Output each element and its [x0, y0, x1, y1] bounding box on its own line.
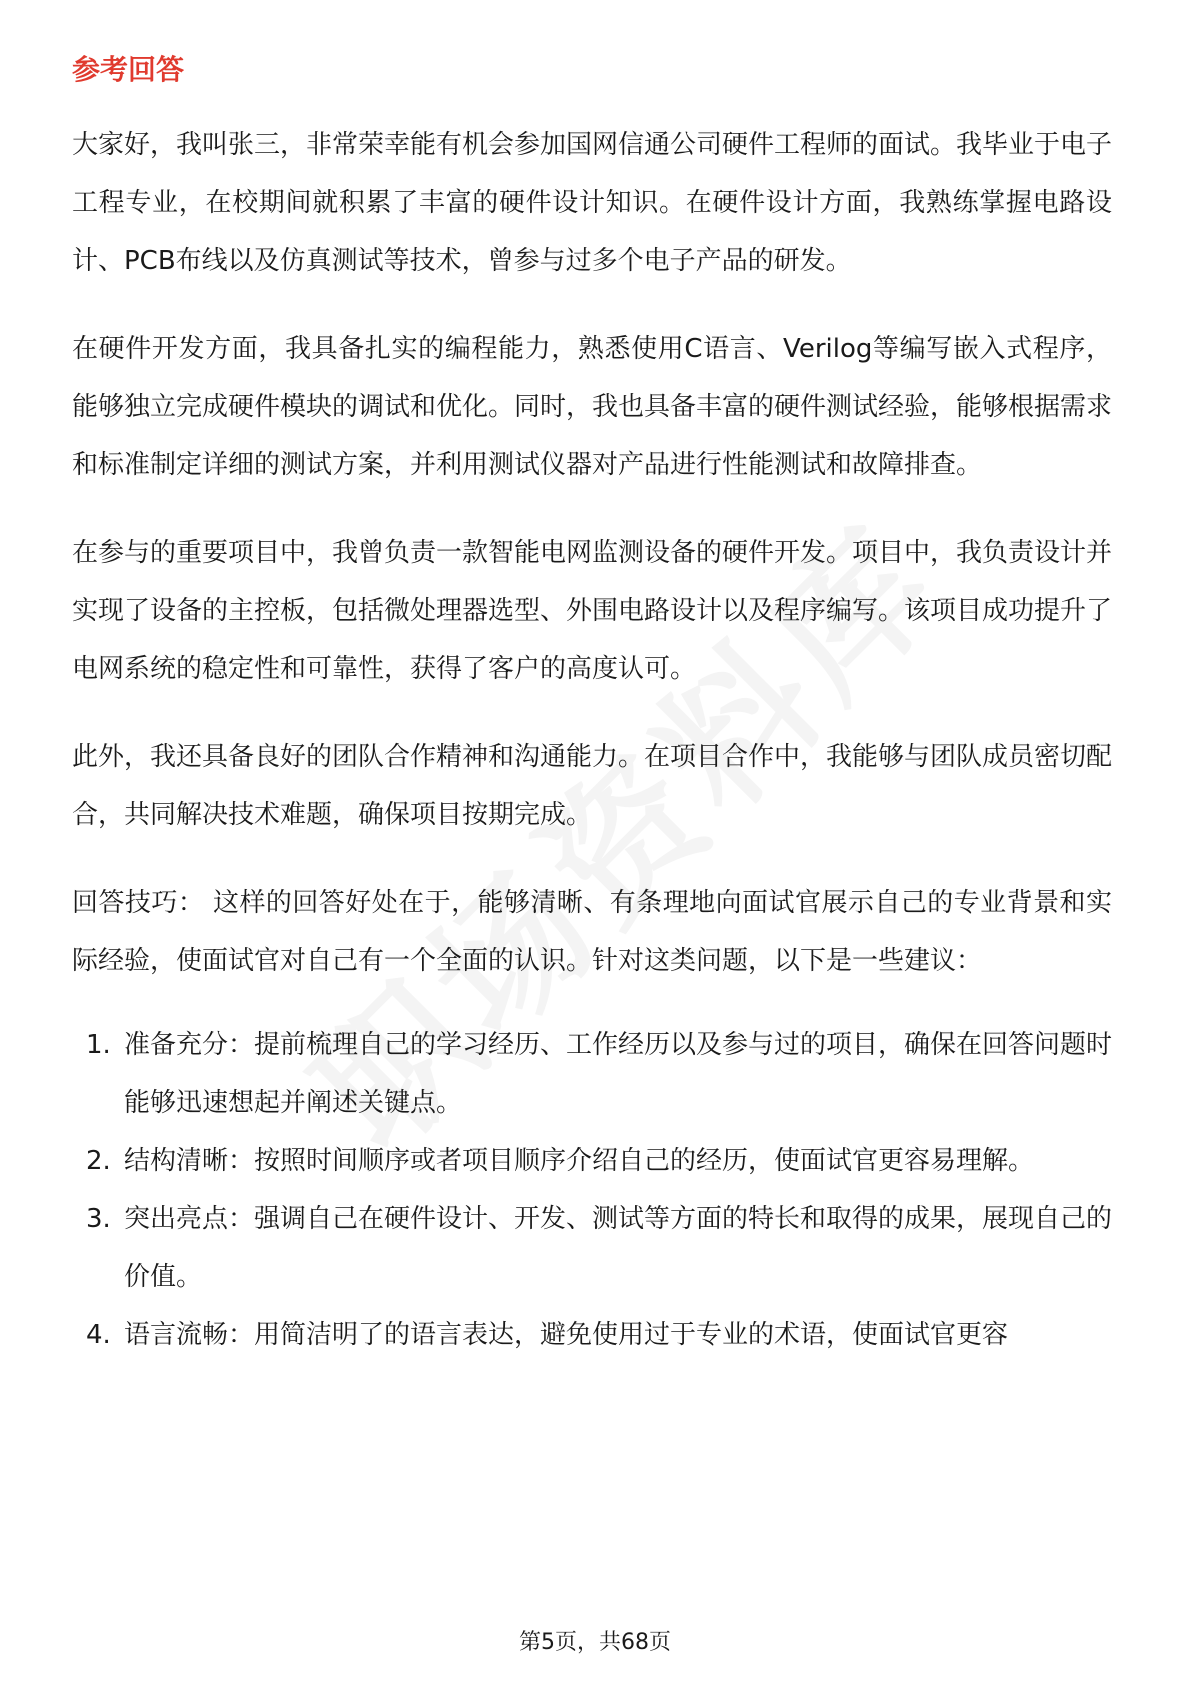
list-item-number: 2. — [86, 1146, 111, 1176]
tips-list — [72, 1016, 1112, 1364]
list-item — [72, 1132, 1112, 1190]
list-item-text: 准备充分：提前梳理自己的学习经历、工作经历以及参与过的项目，确保在回答问题时能够迅速想起并阐述关键点。 — [124, 1030, 1113, 1118]
project-paragraph: 在参与的重要项目中，我曾负责一款智能电网监测设备的硬件开发。项目中，我负责设计并实现了设备的主控板，包括微处理器选型、外围电路设计以及程序编写。该项目成功提升了电网系统的稳定性和可靠性，获得了客户的高度认可。 — [72, 538, 1113, 684]
list-item — [72, 1016, 1112, 1132]
list-item-number: 4. — [86, 1320, 111, 1350]
intro-paragraph: 大家好，我叫张三，非常荣幸能有机会参加国网信通公司硬件工程师的面试。我毕业于电子工程专业，在校期间就积累了丰富的硬件设计知识。在硬件设计方面，我熟练掌握电路设计、PCB布线以及仿真测试等技术，曾参与过多个电子产品的研发。 — [72, 130, 1113, 276]
list-item-text: 语言流畅：用简洁明了的语言表达，避免使用过于专业的术语，使面试官更容 — [124, 1320, 1009, 1350]
teamwork-paragraph: 此外，我还具备良好的团队合作精神和沟通能力。在项目合作中，我能够与团队成员密切配合，共同解决技术难题，确保项目按期完成。 — [72, 742, 1113, 830]
list-item-text: 突出亮点：强调自己在硬件设计、开发、测试等方面的特长和取得的成果，展现自己的价值。 — [124, 1204, 1113, 1292]
list-item — [72, 1306, 1112, 1364]
section-title: 参考回答 — [72, 53, 185, 86]
development-paragraph: 在硬件开发方面，我具备扎实的编程能力，熟悉使用C语言、Verilog等编写嵌入式程序，能够独立完成硬件模块的调试和优化。同时，我也具备丰富的硬件测试经验，能够根据需求和标准制定详细的测试方案，并利用测试仪器对产品进行性能测试和故障排查。 — [72, 334, 1113, 480]
list-item — [72, 1190, 1112, 1306]
tips-intro-paragraph: 回答技巧： 这样的回答好处在于，能够清晰、有条理地向面试官展示自己的专业背景和实际经验，使面试官对自己有一个全面的认识。针对这类问题，以下是一些建议： — [72, 888, 1112, 976]
list-item-text: 结构清晰：按照时间顺序或者项目顺序介绍自己的经历，使面试官更容易理解。 — [124, 1146, 1035, 1176]
list-item-number: 1. — [86, 1030, 111, 1060]
list-item-number: 3. — [86, 1204, 111, 1234]
page-number-footer: 第5页，共68页 — [519, 1630, 671, 1655]
content-body — [72, 116, 1112, 1364]
